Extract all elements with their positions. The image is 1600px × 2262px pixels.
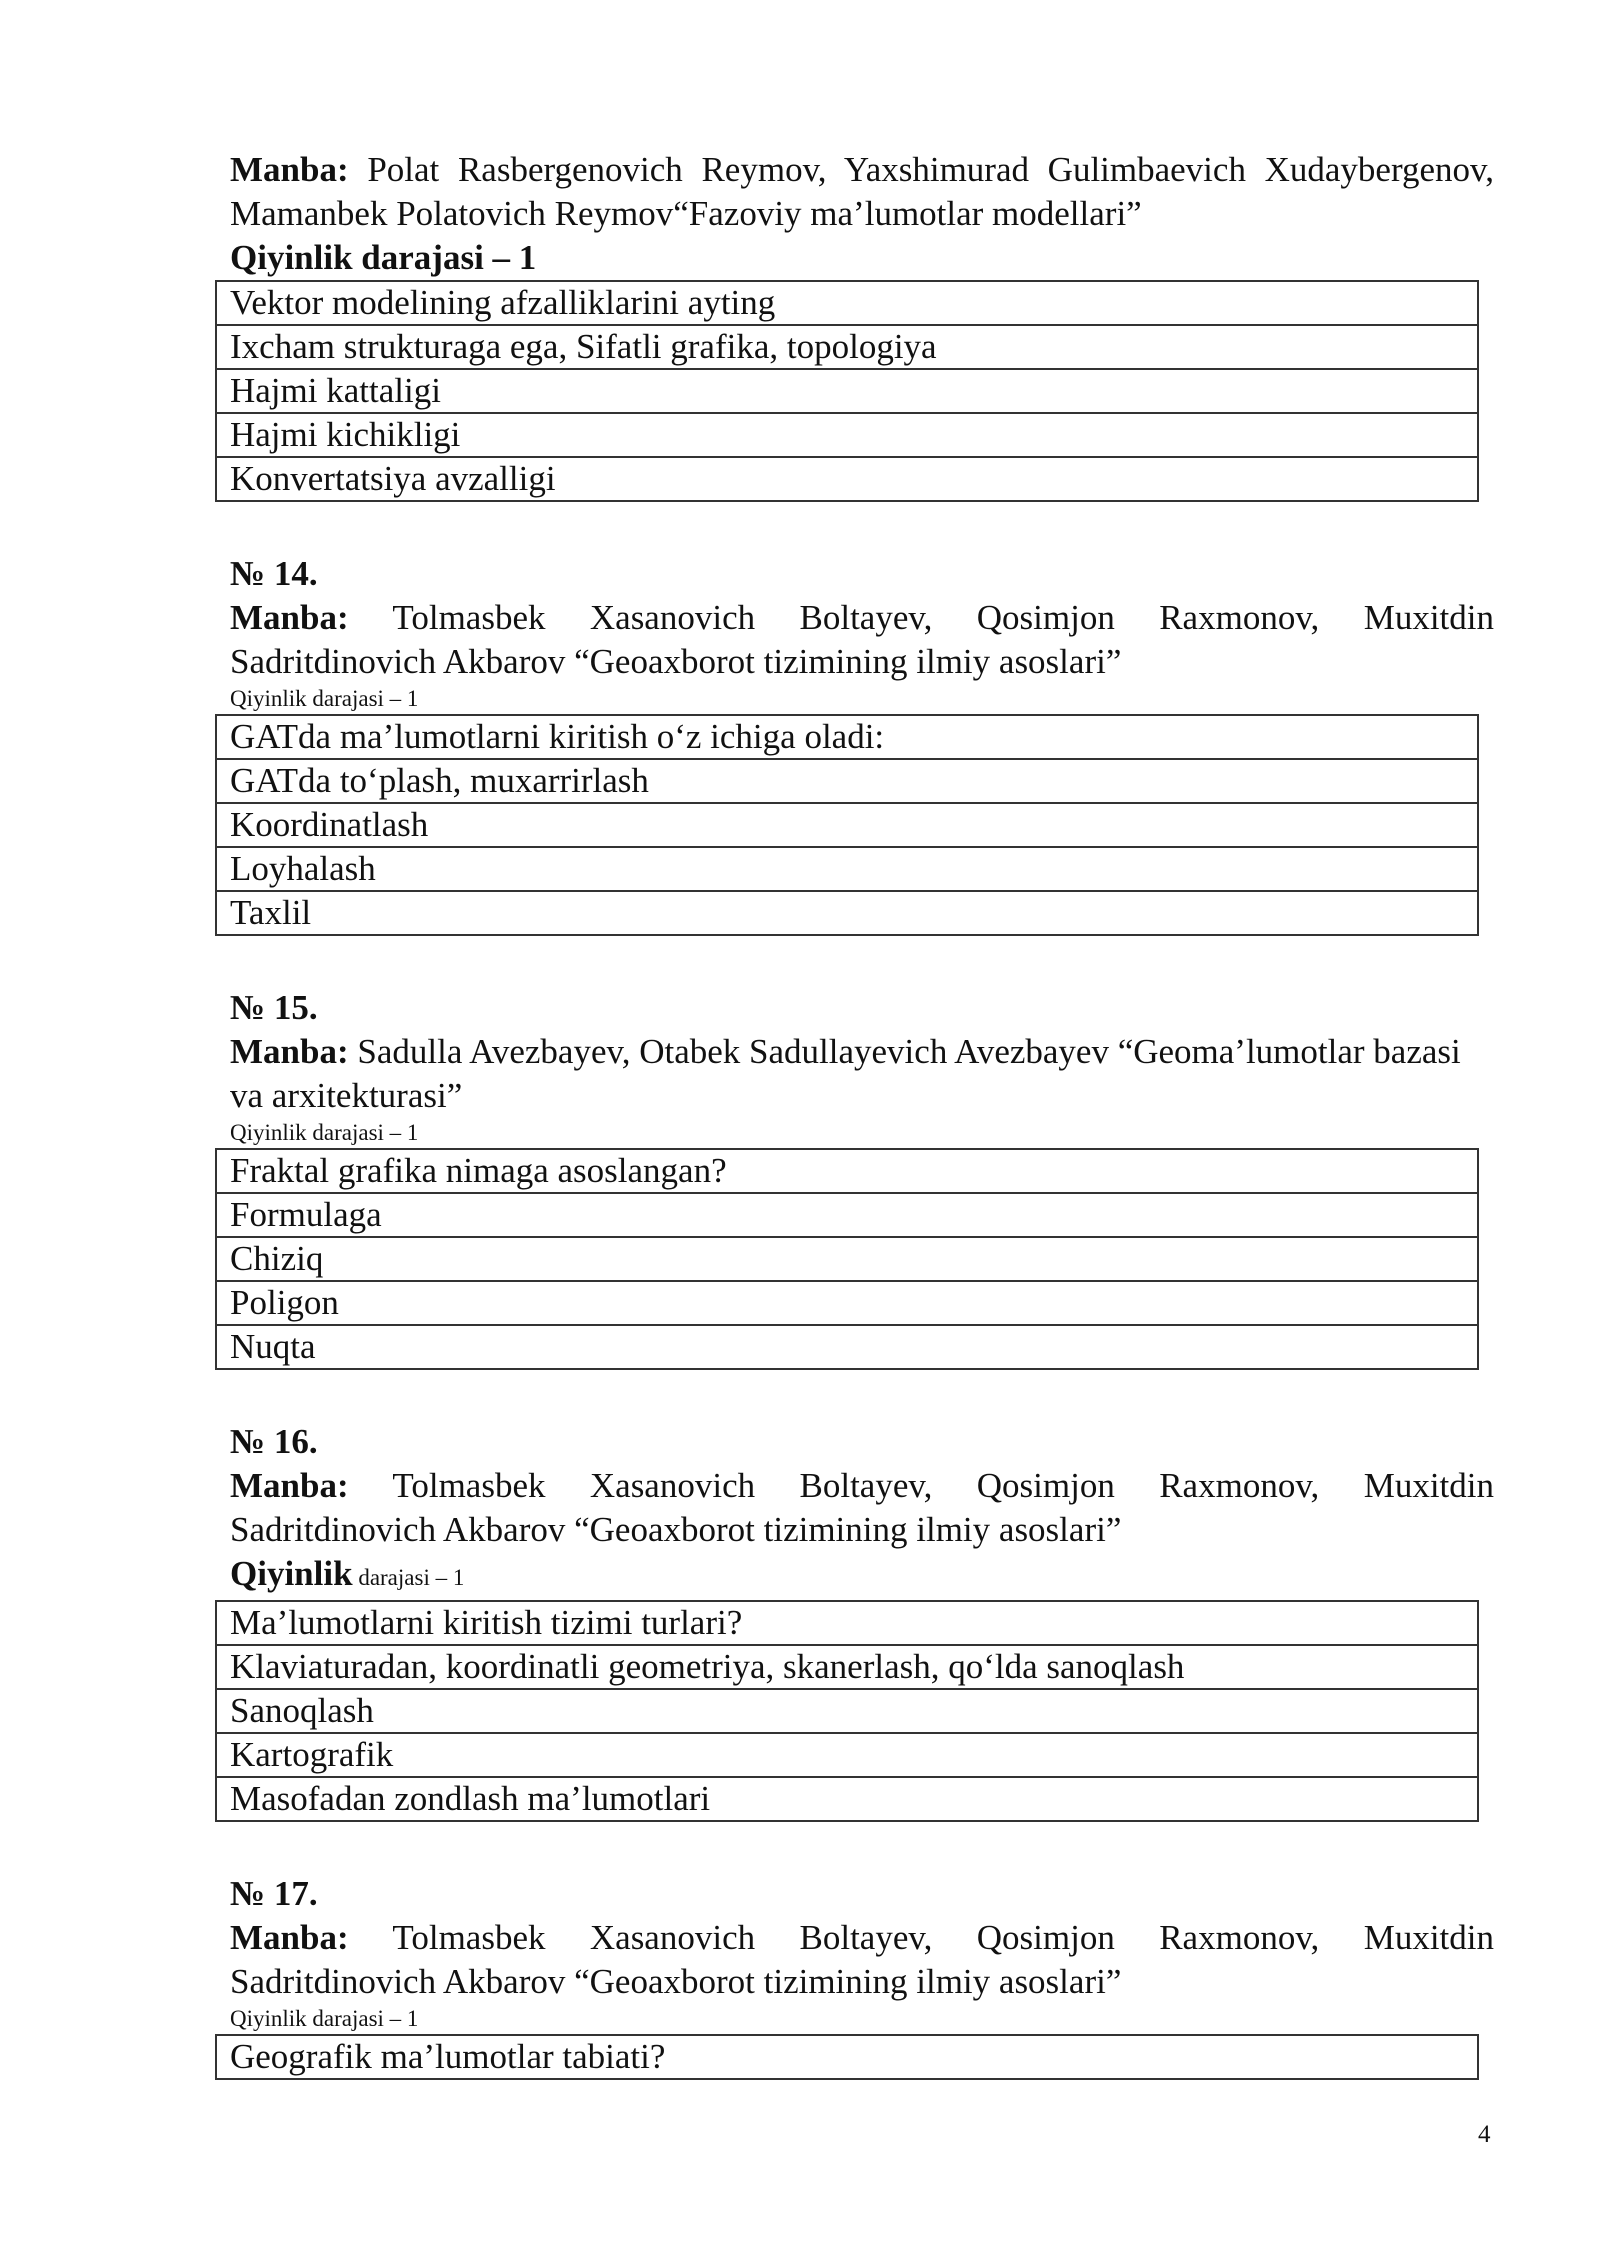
- table-row: [216, 1645, 1478, 1689]
- table-row: [216, 1777, 1478, 1821]
- question-14-block: [230, 552, 1494, 936]
- table-row: [216, 325, 1478, 369]
- source-text: Polat Rasbergenovich Reymov, Yaxshimurad Gulimbaevich Xudaybergenov, Mamanbek Polatovich Reymov“Fazoviy ma’lumotlar modellari”: [230, 150, 1495, 233]
- table-row: [216, 803, 1478, 847]
- spacer: [230, 1822, 1494, 1872]
- source-paragraph: [230, 1464, 1494, 1552]
- source-label: Manba:: [230, 1466, 349, 1505]
- question-cell: Vektor modelining afzalliklarini ayting: [216, 281, 1478, 325]
- table-row: [216, 759, 1478, 803]
- source-label: Manba:: [230, 1032, 349, 1071]
- question-cell: Fraktal grafika nimaga asoslangan?: [216, 1149, 1478, 1193]
- difficulty-level: [230, 1552, 1494, 1600]
- answer-cell: Sanoqlash: [216, 1689, 1478, 1733]
- difficulty-level: Qiyinlik darajasi – 1: [230, 2006, 419, 2031]
- table-row: [216, 2035, 1478, 2079]
- source-label: Manba:: [230, 598, 349, 637]
- table-row: [216, 1733, 1478, 1777]
- answer-cell: Klaviaturadan, koordinatli geometriya, skanerlash, qo‘lda sanoqlash: [216, 1645, 1478, 1689]
- difficulty-level-bold: Qiyinlik: [230, 1554, 353, 1593]
- source-text-continuation: va arxitekturasi”: [230, 1076, 463, 1115]
- answer-cell: GATda to‘plash, muxarrirlash: [216, 759, 1478, 803]
- difficulty-level: Qiyinlik darajasi – 1: [230, 1120, 419, 1145]
- answer-cell: Chiziq: [216, 1237, 1478, 1281]
- spacer: [230, 936, 1494, 986]
- question-13-block: [230, 148, 1494, 502]
- answer-table: [215, 714, 1479, 936]
- question-16-block: [230, 1420, 1494, 1822]
- source-text: Sadulla Avezbayev, Otabek Sadullayevich Avezbayev “Geoma’lumotlar bazasi: [357, 1032, 1461, 1071]
- table-row: [216, 1149, 1478, 1193]
- table-row: [216, 457, 1478, 501]
- answer-cell: Loyhalash: [216, 847, 1478, 891]
- answer-cell: Hajmi kattaligi: [216, 369, 1478, 413]
- table-row: [216, 1237, 1478, 1281]
- spacer: [230, 1370, 1494, 1420]
- source-text: Tolmasbek Xasanovich Boltayev, Qosimjon Raxmonov, Muxitdin Sadritdinovich Akbarov “Geoaxborot tizimining ilmiy asoslari”: [230, 598, 1494, 681]
- source-paragraph: [230, 1030, 1494, 1074]
- table-row: [216, 891, 1478, 935]
- question-cell: GATda ma’lumotlarni kiritish o‘z ichiga oladi:: [216, 715, 1478, 759]
- table-row: [216, 413, 1478, 457]
- question-number: № 15.: [230, 988, 318, 1027]
- question-17-block: [230, 1872, 1494, 2080]
- source-text: Tolmasbek Xasanovich Boltayev, Qosimjon Raxmonov, Muxitdin Sadritdinovich Akbarov “Geoaxborot tizimining ilmiy asoslari”: [230, 1918, 1494, 2001]
- question-cell: Geografik ma’lumotlar tabiati?: [216, 2035, 1478, 2079]
- answer-cell: Poligon: [216, 1281, 1478, 1325]
- answer-cell: Konvertatsiya avzalligi: [216, 457, 1478, 501]
- answer-table: [215, 280, 1479, 502]
- table-row: [216, 1601, 1478, 1645]
- answer-table: [215, 2034, 1479, 2080]
- answer-cell: Formulaga: [216, 1193, 1478, 1237]
- table-row: [216, 715, 1478, 759]
- page-number: 4: [1478, 2121, 1491, 2148]
- table-row: [216, 369, 1478, 413]
- question-15-block: [230, 986, 1494, 1370]
- table-row: [216, 1281, 1478, 1325]
- answer-cell: Masofadan zondlash ma’lumotlari: [216, 1777, 1478, 1821]
- source-label: Manba:: [230, 150, 349, 189]
- answer-cell: Hajmi kichikligi: [216, 413, 1478, 457]
- answer-cell: Koordinatlash: [216, 803, 1478, 847]
- source-paragraph: [230, 1916, 1494, 2004]
- question-cell: Ma’lumotlarni kiritish tizimi turlari?: [216, 1601, 1478, 1645]
- table-row: [216, 1325, 1478, 1369]
- answer-cell: Ixcham strukturaga ega, Sifatli grafika, topologiya: [216, 325, 1478, 369]
- source-label: Manba:: [230, 1918, 349, 1957]
- answer-table: [215, 1148, 1479, 1370]
- difficulty-level-rest: darajasi – 1: [352, 1565, 465, 1590]
- spacer: [230, 502, 1494, 552]
- answer-cell: Nuqta: [216, 1325, 1478, 1369]
- table-row: [216, 1689, 1478, 1733]
- answer-table: [215, 1600, 1479, 1822]
- source-paragraph: [230, 596, 1494, 684]
- page-content: [230, 148, 1494, 2080]
- difficulty-level: Qiyinlik darajasi – 1: [230, 238, 537, 277]
- source-text: Tolmasbek Xasanovich Boltayev, Qosimjon Raxmonov, Muxitdin Sadritdinovich Akbarov “Geoaxborot tizimining ilmiy asoslari”: [230, 1466, 1494, 1549]
- table-row: [216, 1193, 1478, 1237]
- question-number: № 16.: [230, 1422, 318, 1461]
- answer-cell: Taxlil: [216, 891, 1478, 935]
- source-paragraph: [230, 148, 1494, 236]
- question-number: № 17.: [230, 1874, 318, 1913]
- difficulty-level: Qiyinlik darajasi – 1: [230, 686, 419, 711]
- table-row: [216, 281, 1478, 325]
- table-row: [216, 847, 1478, 891]
- answer-cell: Kartografik: [216, 1733, 1478, 1777]
- question-number: № 14.: [230, 554, 318, 593]
